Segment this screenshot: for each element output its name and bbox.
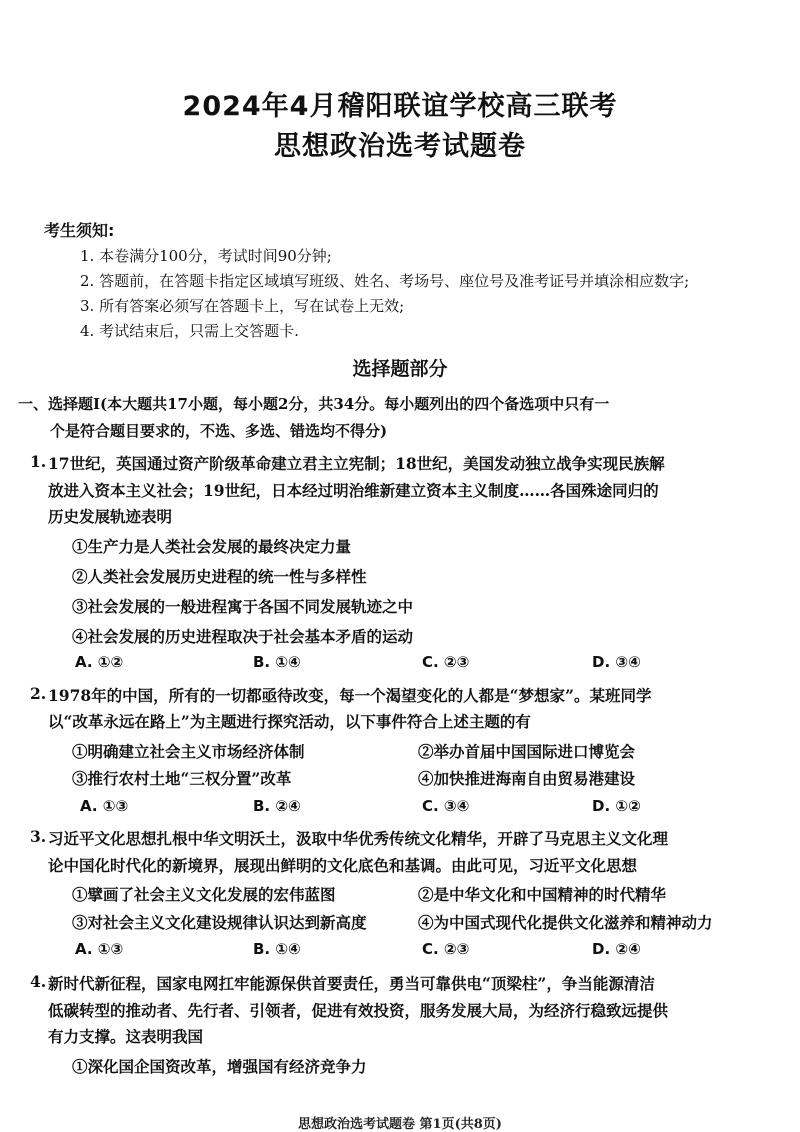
answer-choice: A. ①②	[75, 653, 124, 671]
exam-title: 2024年4月稽阳联谊学校高三联考	[182, 91, 618, 122]
question-stem-line: 放进入资本主义社会；19世纪，日本经过明治维新建立资本主义制度……各国殊途同归的	[48, 481, 659, 500]
part-instructions-line2: 个是符合题目要求的，不选、多选、错选均不得分)	[50, 422, 388, 440]
answer-choice: C. ②③	[422, 940, 470, 958]
answer-choice: A. ①③	[80, 797, 129, 815]
statement-option: ②举办首届中国国际进口博览会	[418, 742, 636, 761]
statement-option: ①明确建立社会主义市场经济体制	[72, 742, 305, 761]
answer-choice: D. ②④	[592, 940, 641, 958]
section-title: 选择题部分	[352, 358, 448, 380]
statement-option: ②人类社会发展历史进程的统一性与多样性	[72, 567, 367, 586]
answer-choice: D. ①②	[592, 797, 641, 815]
statement-option: ④加快推进海南自由贸易港建设	[418, 769, 636, 788]
question-number: 2.	[30, 684, 47, 703]
statement-option: ④为中国式现代化提供文化滋养和精神动力	[418, 913, 713, 932]
question-stem-line: 低碳转型的推动者、先行者、引领者，促进有效投资，服务发展大局，为经济行稳致远提供	[48, 1001, 669, 1020]
notice-item: 1. 本卷满分100分，考试时间90分钟;	[80, 247, 332, 265]
page-footer: 思想政治选考试题卷 第1页(共8页)	[298, 1117, 502, 1132]
question-number: 3.	[30, 827, 47, 846]
answer-choice: C. ②③	[422, 653, 470, 671]
question-number: 1.	[30, 452, 47, 471]
answer-choice: B. ②④	[253, 797, 301, 815]
notice-item: 3. 所有答案必须写在答题卡上，写在试卷上无效;	[80, 297, 405, 315]
statement-option: ①深化国企国资改革，增强国有经济竞争力	[72, 1057, 367, 1076]
question-stem-line: 1978年的中国，所有的一切都亟待改变，每一个渴望变化的人都是“梦想家”。某班同学	[48, 686, 652, 705]
answer-choice: C. ③④	[422, 797, 470, 815]
statement-option: ③社会发展的一般进程寓于各国不同发展轨迹之中	[72, 597, 414, 616]
answer-choice: A. ①③	[75, 940, 124, 958]
question-stem-line: 历史发展轨迹表明	[48, 507, 173, 526]
question-stem-line: 17世纪，英国通过资产阶级革命建立君主立宪制；18世纪，美国发动独立战争实现民族解	[48, 454, 665, 473]
question-stem-line: 有力支撑。这表明我国	[48, 1027, 204, 1046]
question-stem-line: 习近平文化思想扎根中华文明沃土，汲取中华优秀传统文化精华，开辟了马克思主义文化理	[48, 829, 669, 848]
exam-subtitle: 思想政治选考试题卷	[274, 131, 526, 162]
statement-option: ④社会发展的历史进程取决于社会基本矛盾的运动	[72, 627, 414, 646]
question-stem-line: 以“改革永远在路上”为主题进行探究活动，以下事件符合上述主题的有	[48, 712, 531, 731]
statement-option: ①擘画了社会主义文化发展的宏伟蓝图	[72, 885, 336, 904]
question-number: 4.	[30, 972, 47, 991]
statement-option: ③推行农村土地“三权分置”改革	[72, 769, 292, 788]
answer-choice: B. ①④	[253, 940, 301, 958]
statement-option: ③对社会主义文化建设规律认识达到新高度	[72, 913, 367, 932]
notice-item: 2. 答题前，在答题卡指定区域填写班级、姓名、考场号、座位号及准考证号并填涂相应数字;	[80, 272, 690, 290]
notice-item: 4. 考试结束后，只需上交答题卡.	[80, 322, 299, 340]
question-stem-line: 新时代新征程，国家电网扛牢能源保供首要责任，勇当可靠供电“顶梁柱”，争当能源清洁	[48, 974, 655, 993]
answer-choice: B. ①④	[253, 653, 301, 671]
part-instructions-line1: 一、选择题Ⅰ(本大题共17小题，每小题2分，共34分。每小题列出的四个备选项中只有一	[18, 395, 610, 413]
statement-option: ①生产力是人类社会发展的最终决定力量	[72, 537, 352, 556]
answer-choice: D. ③④	[592, 653, 641, 671]
question-stem-line: 论中国化时代化的新境界，展现出鲜明的文化底色和基调。由此可见，习近平文化思想	[48, 856, 638, 875]
statement-option: ②是中华文化和中国精神的时代精华	[418, 885, 667, 904]
notice-heading: 考生须知:	[44, 221, 115, 240]
